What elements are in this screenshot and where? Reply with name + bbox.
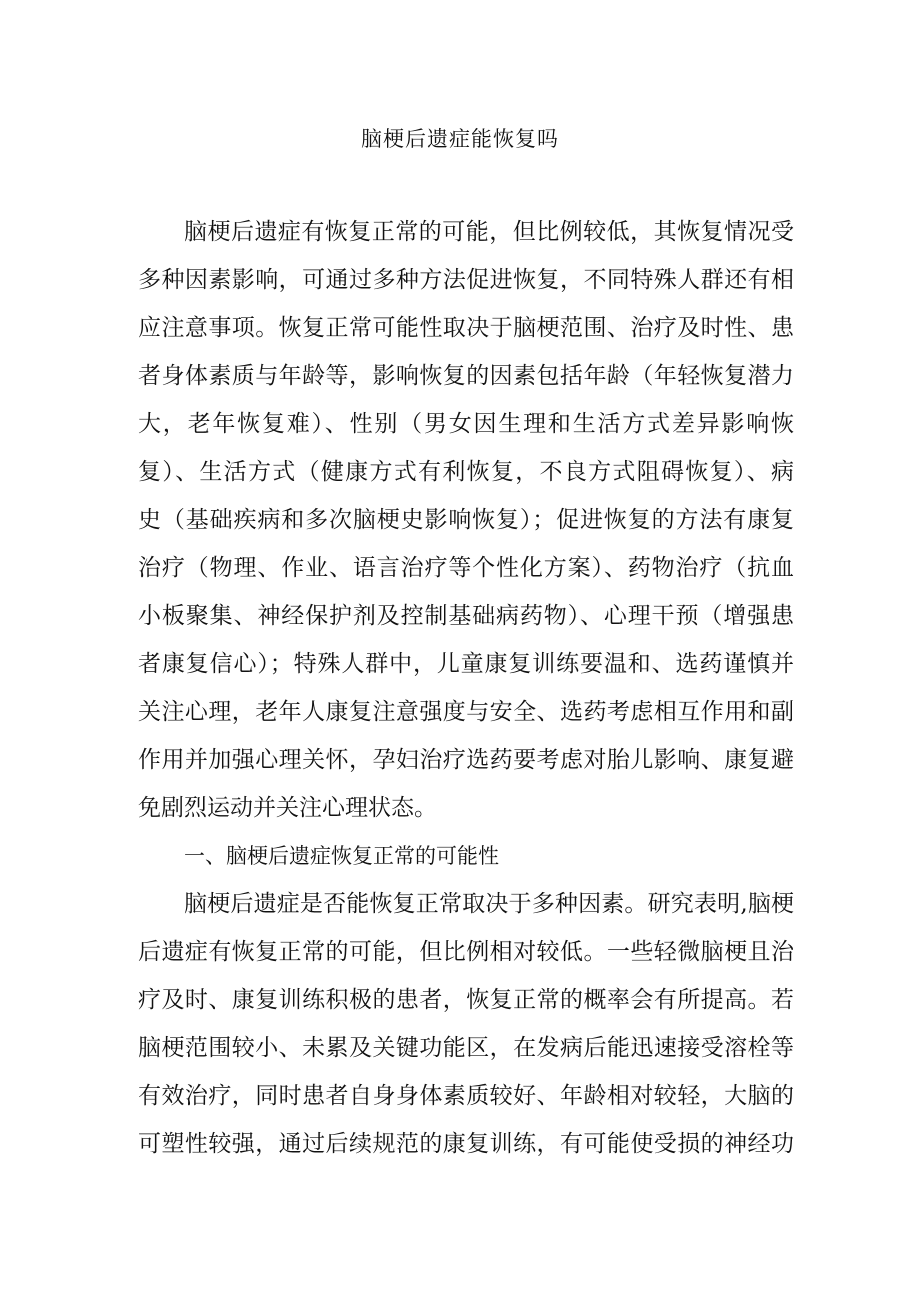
paragraph-line: 可塑性较强，通过后续规范的康复训练，有可能使受损的神经功 (138, 1131, 794, 1157)
paragraph-line: 脑梗后遗症有恢复正常的可能，但比例较低，其恢复情况受 (184, 219, 794, 245)
paragraph-line: 应注意事项。恢复正常可能性取决于脑梗范围、治疗及时性、患 (138, 315, 794, 341)
paragraph-line: 有效治疗，同时患者自身身体素质较好、年龄相对较轻，大脑的 (138, 1083, 794, 1109)
paragraph-line: 史（基础疾病和多次脑梗史影响恢复）；促进恢复的方法有康复 (138, 507, 794, 533)
paragraph-line: 多种因素影响，可通过多种方法促进恢复，不同特殊人群还有相 (138, 267, 794, 293)
paragraph-line: 者康复信心）；特殊人群中，儿童康复训练要温和、选药谨慎并 (138, 651, 794, 677)
paragraph-line: 治疗（物理、作业、语言治疗等个性化方案）、药物治疗（抗血 (138, 555, 794, 581)
paragraph-line: 免剧烈运动并关注心理状态。 (138, 795, 437, 821)
paragraph-line: 者身体素质与年龄等，影响恢复的因素包括年龄（年轻恢复潜力 (138, 363, 794, 389)
paragraph-line: 后遗症有恢复正常的可能，但比例相对较低。一些轻微脑梗且治 (138, 939, 794, 965)
paragraph-line: 脑梗范围较小、未累及关键功能区，在发病后能迅速接受溶栓等 (138, 1035, 794, 1061)
paragraph-1 (138, 210, 794, 834)
paragraph-line: 复）、生活方式（健康方式有利恢复，不良方式阻碍恢复）、病 (138, 459, 794, 485)
document-body (138, 210, 794, 1170)
paragraph-line: 关注心理，老年人康复注意强度与安全、选药考虑相互作用和副 (138, 699, 794, 725)
paragraph-line: 脑梗后遗症是否能恢复正常取决于多种因素。研究表明,脑梗 (184, 891, 794, 917)
paragraph-2 (138, 882, 794, 1170)
paragraph-line: 作用并加强心理关怀，孕妇治疗选药要考虑对胎儿影响、康复避 (138, 747, 794, 773)
document-title: 脑梗后遗症能恢复吗 (361, 127, 559, 151)
paragraph-line: 大，老年恢复难）、性别（男女因生理和生活方式差异影响恢 (138, 411, 794, 437)
section-heading: 一、脑梗后遗症恢复正常的可能性 (184, 844, 499, 868)
paragraph-line: 小板聚集、神经保护剂及控制基础病药物）、心理干预（增强患 (138, 603, 794, 629)
paragraph-line: 疗及时、康复训练积极的患者，恢复正常的概率会有所提高。若 (138, 987, 794, 1013)
